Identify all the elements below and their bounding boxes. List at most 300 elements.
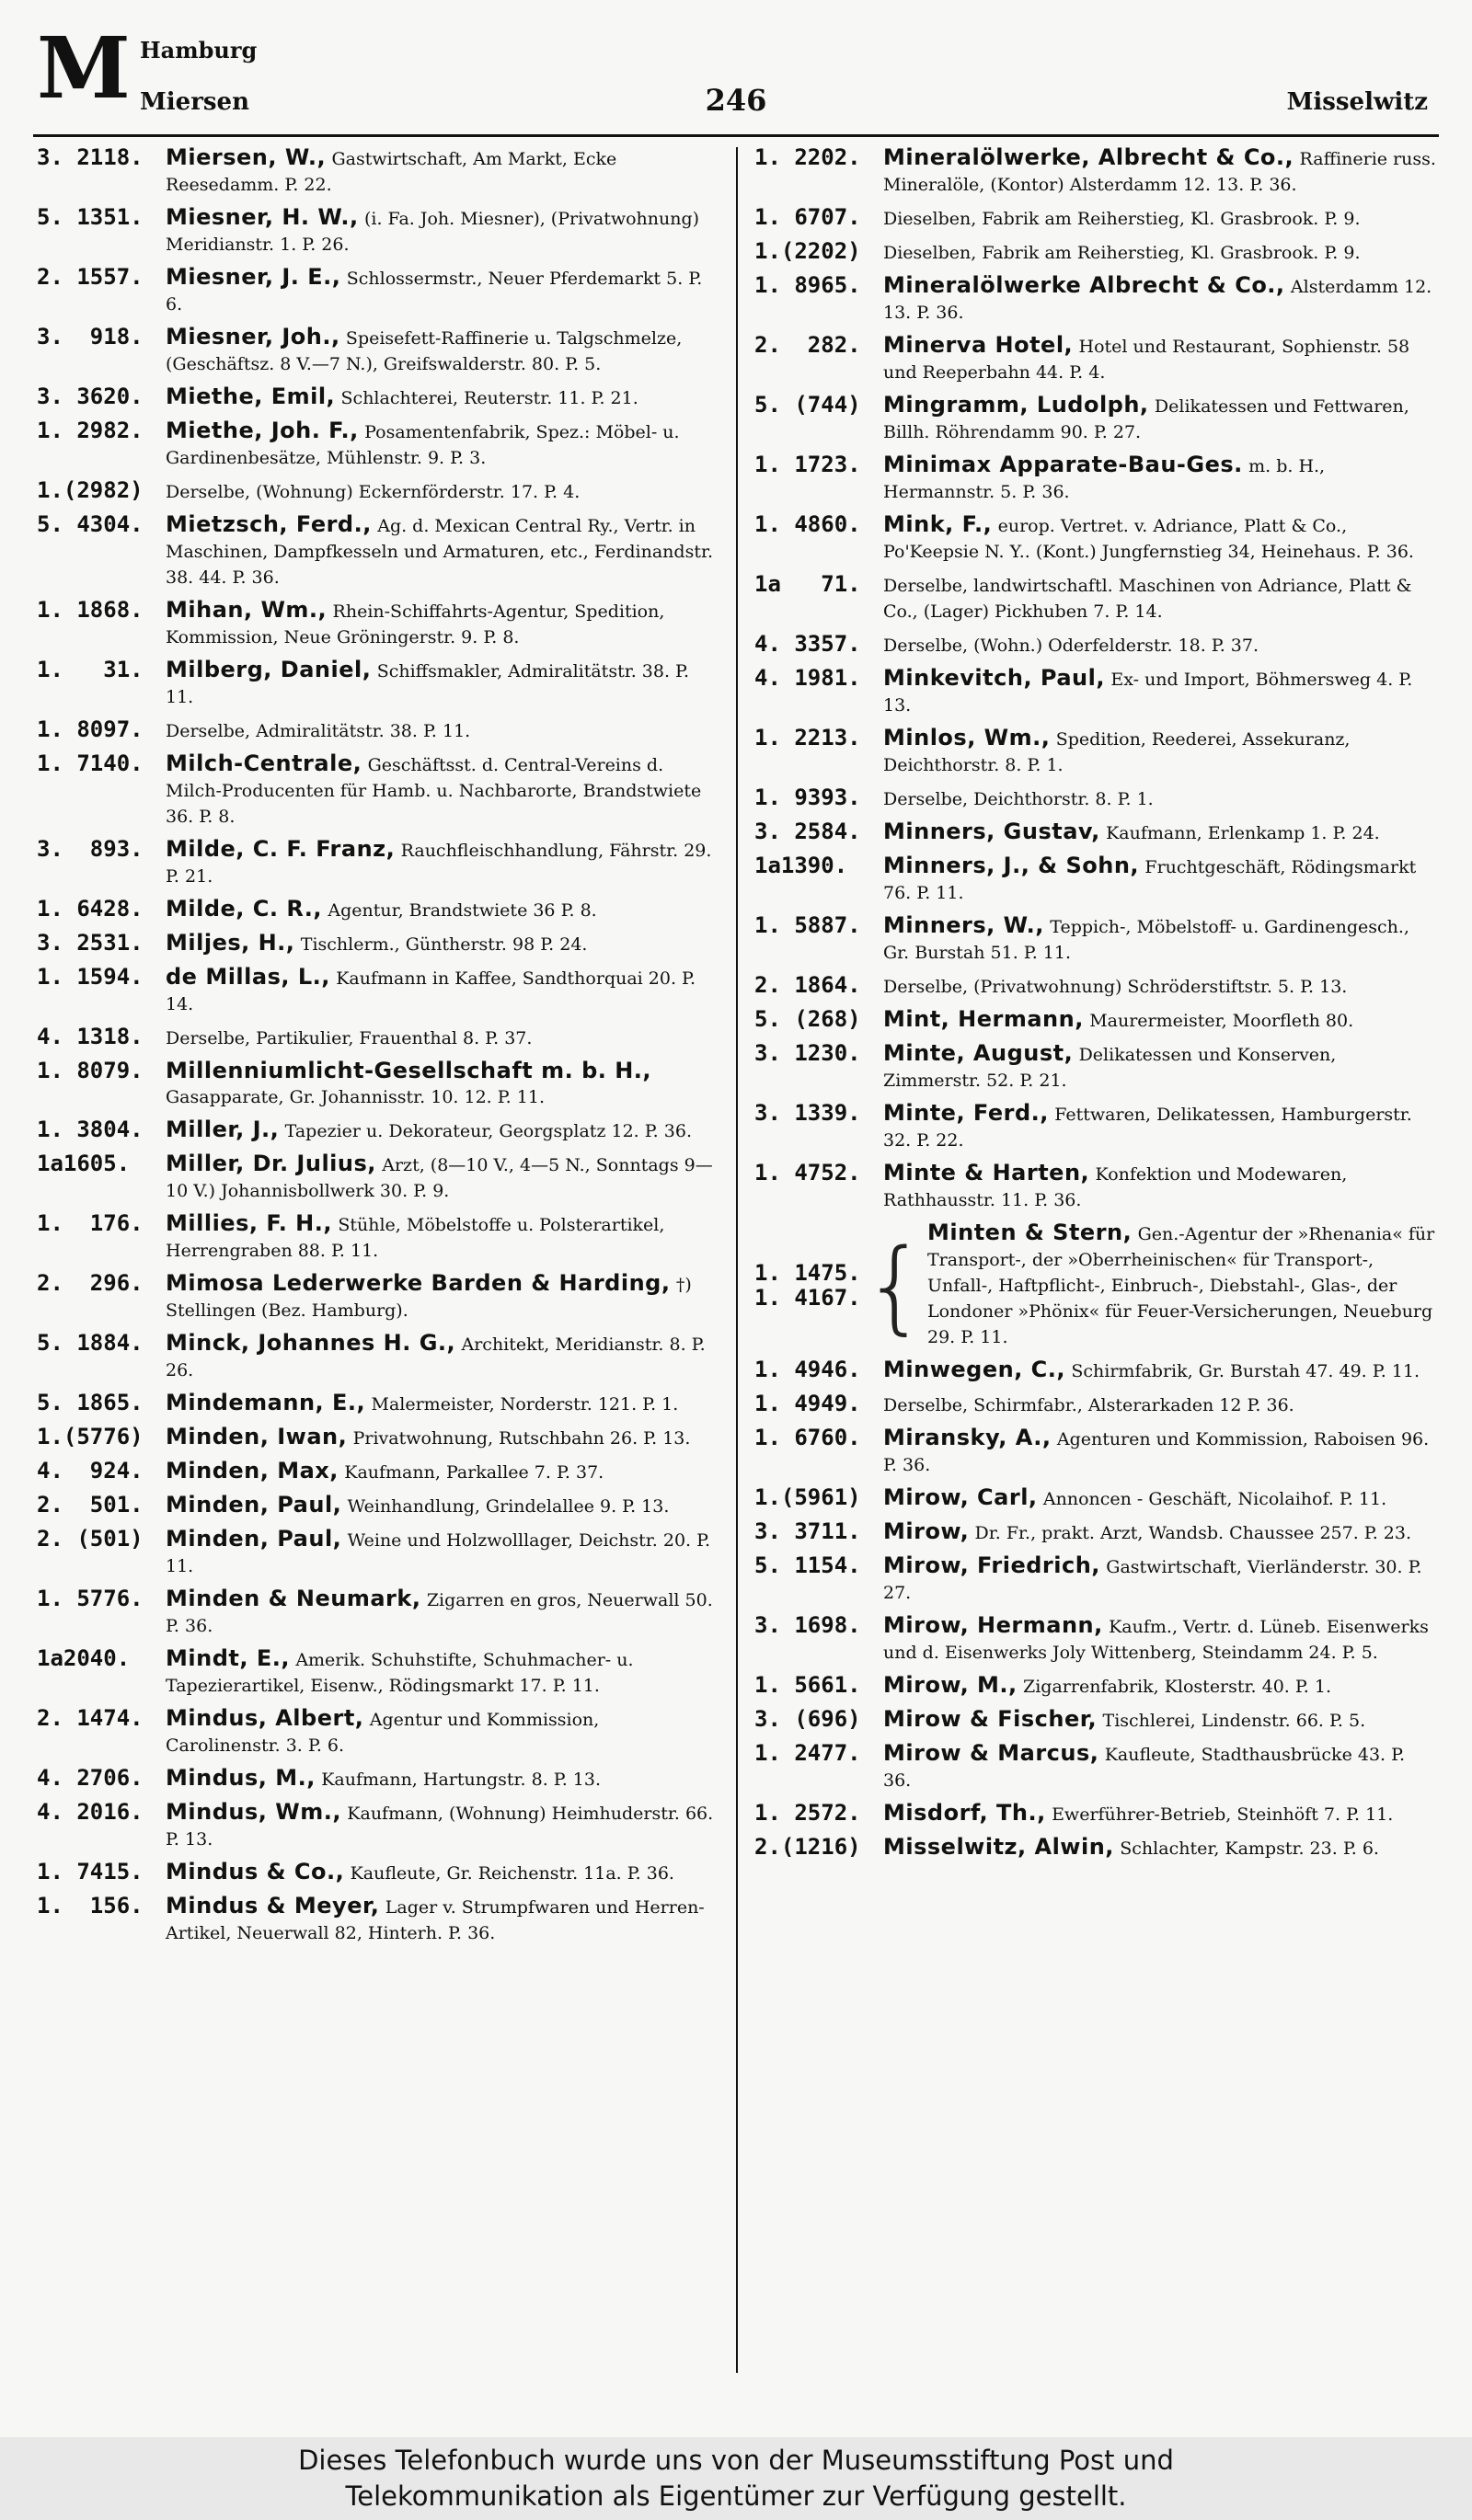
- entry-name: Mirow,: [883, 1518, 970, 1544]
- directory-entry: [754, 726, 1437, 778]
- entry-name: Minwegen, C.,: [883, 1357, 1066, 1382]
- entry-detail: Derselbe, landwirtschaftl. Maschinen von Adriance, Platt & Co., (Lager) Pickhuben 7. P. 14.: [883, 576, 1412, 622]
- entry-detail: Stühle, Möbelstoffe u. Polsterartikel, Herrengraben 88. P. 11.: [166, 1215, 665, 1261]
- entry-code: 1. 4946.: [754, 1357, 861, 1382]
- entry-detail: Rauchfleischhandlung, Fährstr. 29. P. 21.: [166, 841, 712, 887]
- entry-detail: Malermeister, Norderstr. 121. P. 1.: [371, 1394, 679, 1415]
- entry-name: Mirow & Fischer,: [883, 1706, 1098, 1732]
- entry-body: [166, 1425, 718, 1451]
- directory-entry: [37, 1271, 718, 1323]
- entry-detail: Annoncen - Geschäft, Nicolaihof. P. 11.: [1042, 1489, 1387, 1509]
- directory-entry: [754, 1485, 1437, 1512]
- entry-code: 5. 1351.: [37, 204, 144, 230]
- entry-code: 1. 31.: [37, 657, 144, 682]
- entry-code: 3. 1698.: [754, 1612, 861, 1638]
- directory-entry: [37, 1117, 718, 1144]
- entry-code: 1. 8965.: [754, 272, 861, 298]
- directory-entry: [754, 666, 1437, 718]
- directory-entry: [37, 205, 718, 258]
- entry-body: [166, 1025, 718, 1051]
- entry-detail: Architekt, Meridianstr. 8. P. 26.: [166, 1334, 706, 1380]
- entry-name: Minck, Johannes H. G.,: [166, 1330, 456, 1356]
- entry-name: Milberg, Daniel,: [166, 657, 372, 682]
- entry-body: [166, 1391, 718, 1417]
- entry-detail: Spedition, Reederei, Assekuranz, Deichthorstr. 8. P. 1.: [883, 729, 1351, 775]
- entry-code: 5. 1884.: [37, 1330, 144, 1356]
- entry-detail: Tischlerm., Güntherstr. 98 P. 24.: [300, 934, 588, 955]
- entry-code: 1.(5961): [754, 1484, 861, 1510]
- entry-code: 1. 1475.: [754, 1259, 861, 1286]
- directory-entry: [754, 572, 1437, 624]
- entry-detail: Maurermeister, Moorfleth 80.: [1089, 1011, 1354, 1031]
- entry-name: Mindemann, E.,: [166, 1390, 366, 1415]
- directory-entry: [37, 965, 718, 1017]
- entry-code: 1. 4949.: [754, 1391, 861, 1416]
- entry-name: Minden, Max,: [166, 1458, 339, 1483]
- entry-detail: Konfektion und Modewaren, Rathhausstr. 11. P. 36.: [883, 1164, 1348, 1210]
- entry-body: [166, 837, 718, 889]
- entry-name: Mirow, Hermann,: [883, 1612, 1103, 1638]
- entry-name: Mirow, Friedrich,: [883, 1552, 1100, 1578]
- entry-detail: Tischlerei, Lindenstr. 66. P. 5.: [1102, 1711, 1366, 1731]
- entry-name: Mineralölwerke Albrecht & Co.,: [883, 272, 1285, 298]
- entry-name: Minlos, Wm.,: [883, 725, 1051, 750]
- entry-name: Miethe, Emil,: [166, 384, 336, 409]
- entry-body: [166, 1459, 718, 1485]
- entry-name: Minimax Apparate-Bau-Ges.: [883, 452, 1243, 477]
- entry-code: 4. 1318.: [37, 1024, 144, 1049]
- entry-name: Mindt, E.,: [166, 1645, 290, 1671]
- entry-body: [883, 913, 1437, 966]
- grouped-entry: [754, 1220, 1437, 1350]
- entry-body: [166, 418, 718, 471]
- entry-body: [883, 819, 1437, 846]
- brace-icon: {: [863, 1226, 927, 1345]
- directory-entry: [37, 1894, 718, 1946]
- entry-detail: Derselbe, (Wohnung) Eckernförderstr. 17. P. 4.: [166, 482, 581, 502]
- entry-name: Milde, C. F. Franz,: [166, 836, 396, 862]
- directory-entry: [37, 897, 718, 923]
- entry-detail: Kaufmann, Erlenkamp 1. P. 24.: [1106, 823, 1380, 843]
- entry-body: [166, 145, 718, 198]
- entry-body: [883, 1161, 1437, 1213]
- entry-code: 5. 4304.: [37, 511, 144, 537]
- entry-body: [166, 1331, 718, 1383]
- entry-name: Minners, J., & Sohn,: [883, 853, 1140, 878]
- entry-detail: Delikatessen und Konserven, Zimmerstr. 52. P. 21.: [883, 1045, 1337, 1091]
- directory-entry: [37, 478, 718, 505]
- entry-code: 2. 501.: [37, 1492, 144, 1518]
- entry-body: [166, 751, 718, 830]
- entry-code: 1. 5776.: [37, 1586, 144, 1611]
- entry-detail: Kaufm., Vertr. d. Lüneb. Eisenwerks und d. Eisenwerks Joly Wittenberg, Steindamm 24. P. 5.: [883, 1617, 1429, 1663]
- directory-entry: [754, 1161, 1437, 1213]
- footer-line-2: Telekommunikation als Eigentümer zur Verfügung gestellt.: [345, 2480, 1127, 2512]
- entry-body: [883, 239, 1437, 266]
- entry-detail: Derselbe, Deichthorstr. 8. P. 1.: [883, 789, 1154, 809]
- entry-body: [883, 1801, 1437, 1827]
- entry-code: 2. (501): [37, 1526, 144, 1552]
- directory-entry: [754, 853, 1437, 906]
- entry-name: Mineralölwerke, Albrecht & Co.,: [883, 144, 1294, 170]
- section-letter: M: [37, 18, 131, 118]
- directory-entry: [754, 1673, 1437, 1700]
- entry-body: [883, 572, 1437, 624]
- entry-name: Minte & Harten,: [883, 1160, 1090, 1186]
- directory-entry: [37, 265, 718, 317]
- directory-entry: [754, 1007, 1437, 1034]
- entry-name: Milde, C. R.,: [166, 896, 323, 922]
- entry-code: 1. 6707.: [754, 204, 861, 230]
- entry-detail: Kaufleute, Stadthausbrücke 43. P. 36.: [883, 1745, 1406, 1791]
- entry-body: [166, 1646, 718, 1699]
- entry-body: [166, 1766, 718, 1793]
- entry-detail: Schiffsmakler, Admiralitätstr. 38. P. 11.: [166, 661, 690, 707]
- directory-entry: [754, 973, 1437, 1000]
- directory-entry: [37, 512, 718, 590]
- entry-body: [166, 1211, 718, 1264]
- entry-detail: Schlachterei, Reuterstr. 11. P. 21.: [340, 388, 638, 408]
- entry-detail: Schlachter, Kampstr. 23. P. 6.: [1120, 1838, 1379, 1859]
- directory-entry: [37, 418, 718, 471]
- column-divider: [736, 147, 738, 2373]
- entry-body: [883, 145, 1437, 198]
- entry-body: [883, 1007, 1437, 1034]
- entry-name: Miller, J.,: [166, 1117, 280, 1142]
- entry-detail: Kaufmann, (Wohnung) Heimhuderstr. 66. P. 13.: [166, 1804, 714, 1850]
- directory-entry: [37, 1527, 718, 1579]
- directory-entry: [37, 1425, 718, 1451]
- directory-entry: [754, 1801, 1437, 1827]
- entry-code: 1a1605.: [37, 1151, 131, 1176]
- entry-code: 3. 893.: [37, 836, 144, 862]
- directory-entry: [754, 1426, 1437, 1478]
- entry-detail: Fruchtgeschäft, Rödingsmarkt 76. P. 11.: [883, 857, 1417, 903]
- entry-body: [166, 1493, 718, 1519]
- entry-body: [883, 973, 1437, 1000]
- entry-detail: (i. Fa. Joh. Miesner), (Privatwohnung) Meridianstr. 1. P. 26.: [166, 209, 700, 255]
- entry-name: Misselwitz, Alwin,: [883, 1834, 1114, 1860]
- entry-name: Miesner, H. W.,: [166, 204, 359, 230]
- entry-name: Minden, Iwan,: [166, 1424, 348, 1449]
- entry-code: 1. 156.: [37, 1893, 144, 1919]
- entry-detail: Ag. d. Mexican Central Ry., Vertr. in Maschinen, Dampfkesseln und Armaturen, etc., Ferdinandstr. 38. 44. P. 36.: [166, 516, 713, 588]
- directory-entry: [754, 785, 1437, 812]
- directory-entry: [37, 1646, 718, 1699]
- entry-code: 4. 2706.: [37, 1765, 144, 1791]
- entry-code: 1. 5661.: [754, 1672, 861, 1698]
- entry-body: [883, 853, 1437, 906]
- directory-entry: [37, 384, 718, 411]
- entry-code: 1. 4860.: [754, 511, 861, 537]
- entry-body: [883, 1553, 1437, 1606]
- entry-detail: Zigarren en gros, Neuerwall 50. P. 36.: [166, 1590, 713, 1636]
- directory-entry: [754, 913, 1437, 966]
- directory-entry: [37, 1459, 718, 1485]
- directory-entry: [37, 751, 718, 830]
- entry-code: 1. 2572.: [754, 1800, 861, 1826]
- directory-entry: [754, 393, 1437, 445]
- entry-code: 1. 6760.: [754, 1425, 861, 1450]
- entry-body: [883, 1101, 1437, 1153]
- entry-detail: Agentur, Brandstwiete 36 P. 8.: [328, 900, 597, 921]
- entry-name: de Millas, L.,: [166, 964, 330, 990]
- entry-code: 1a2040.: [37, 1645, 131, 1671]
- entry-body: [166, 1059, 718, 1110]
- entry-detail: Rhein-Schiffahrts-Agentur, Spedition, Kommission, Neue Gröningerstr. 9. P. 8.: [166, 601, 665, 647]
- entry-name: Miransky, A.,: [883, 1425, 1052, 1450]
- entry-body: [883, 205, 1437, 232]
- entry-detail: europ. Vertret. v. Adriance, Platt & Co., Po'Keepsie N. Y.. (Kont.) Jungfernstieg 34, Heinehaus. P. 36.: [883, 516, 1414, 562]
- entry-detail: Schirmfabrik, Gr. Burstah 47. 49. P. 11.: [1071, 1361, 1420, 1381]
- entry-body: [883, 632, 1437, 659]
- entry-name: Miesner, J. E.,: [166, 264, 341, 290]
- entry-code: 3. 2118.: [37, 144, 144, 170]
- entry-body: [166, 205, 718, 258]
- entry-code: 3. 3620.: [37, 384, 144, 409]
- entry-body: [166, 1586, 718, 1639]
- entry-code: 3. (696): [754, 1706, 861, 1732]
- entry-body: [166, 1117, 718, 1144]
- entry-name: Mint, Hermann,: [883, 1006, 1084, 1032]
- last-word-heading: Misselwitz: [1286, 88, 1428, 116]
- entry-detail: Ewerführer-Betrieb, Steinhöft 7. P. 11.: [1052, 1804, 1394, 1825]
- entry-name: Minden, Paul,: [166, 1526, 342, 1552]
- entry-body: [166, 384, 718, 411]
- entry-code: 1. 7415.: [37, 1859, 144, 1884]
- entry-detail: Speisefett-Raffinerie u. Talgschmelze, (Geschäftsz. 8 V.—7 N.), Greifswalderstr. 80. P. 5.: [166, 328, 683, 374]
- entry-body: [166, 478, 718, 505]
- entry-code: 3. 2531.: [37, 930, 144, 956]
- city-heading: Hamburg: [140, 37, 258, 63]
- entry-detail: Fettwaren, Delikatessen, Hamburgerstr. 32. P. 22.: [883, 1105, 1412, 1151]
- entry-code: 1. 2202.: [754, 144, 861, 170]
- entry-code: 3. 918.: [37, 324, 144, 349]
- entry-body: [166, 931, 718, 957]
- entry-detail: Dieselben, Fabrik am Reiherstieg, Kl. Grasbrook. P. 9.: [883, 243, 1361, 263]
- entry-code: 1. 1594.: [37, 964, 144, 990]
- entry-body: [166, 512, 718, 590]
- entry-detail: Gastwirtschaft, Am Markt, Ecke Reesedamm. P. 22.: [166, 149, 617, 195]
- entry-body: [883, 1835, 1437, 1861]
- entry-body: [883, 1041, 1437, 1094]
- entry-detail: Weinhandlung, Grindelallee 9. P. 13.: [347, 1496, 670, 1517]
- entry-detail: Kaufleute, Gr. Reichenstr. 11a. P. 36.: [350, 1863, 674, 1884]
- entry-code: 5. (268): [754, 1006, 861, 1032]
- entry-code: 2. 1864.: [754, 972, 861, 998]
- entry-code: 1. 3804.: [37, 1117, 144, 1142]
- entry-name: Minners, W.,: [883, 912, 1044, 938]
- entry-detail: Weine und Holzwolllager, Deichstr. 20. P. 11.: [166, 1530, 711, 1576]
- entry-code: 2. 1557.: [37, 264, 144, 290]
- directory-entry: [754, 333, 1437, 385]
- entry-detail: Alsterdamm 12. 13. P. 36.: [883, 277, 1432, 323]
- entry-code: 1. 1868.: [37, 597, 144, 623]
- directory-entry: [754, 1707, 1437, 1734]
- entry-name: Mirow, M.,: [883, 1672, 1018, 1698]
- entry-code: 1.(2202): [754, 238, 861, 264]
- entry-name: Miersen, W.,: [166, 144, 327, 170]
- directory-entry: [754, 1553, 1437, 1606]
- entry-code: 1. 4167.: [754, 1284, 861, 1311]
- entry-body: [166, 1527, 718, 1579]
- directory-entry: [754, 145, 1437, 198]
- entry-body: [883, 1741, 1437, 1793]
- entry-body: [166, 1271, 718, 1323]
- entry-detail: Geschäftsst. d. Central-Vereins d. Milch-Producenten für Hamb. u. Nachbarorte, Brandstwiete 36. P. 8.: [166, 755, 702, 827]
- right-column: [754, 145, 1437, 1869]
- directory-entry: [754, 1613, 1437, 1666]
- directory-entry: [754, 632, 1437, 659]
- entry-detail: †) Stellingen (Bez. Hamburg).: [166, 1275, 692, 1321]
- entry-name: Milch-Centrale,: [166, 750, 362, 776]
- entry-detail: Derselbe, (Wohn.) Oderfelderstr. 18. P. 37.: [883, 636, 1259, 656]
- entry-body: [166, 1706, 718, 1758]
- entry-body: [883, 726, 1437, 778]
- entry-detail: Derselbe, Admiralitätstr. 38. P. 11.: [166, 721, 471, 741]
- directory-entry: [37, 1331, 718, 1383]
- entry-code: 1a 71.: [754, 571, 861, 597]
- entry-name: Mihan, Wm.,: [166, 597, 328, 623]
- entry-body: [166, 965, 718, 1017]
- entry-body: [166, 1800, 718, 1852]
- directory-entry: [754, 1041, 1437, 1094]
- entry-code: 2. 282.: [754, 332, 861, 358]
- entry-body: [883, 512, 1437, 565]
- entry-name: Mirow & Marcus,: [883, 1740, 1099, 1766]
- entry-body: [883, 333, 1437, 385]
- directory-entry: [37, 1493, 718, 1519]
- directory-entry: [754, 1357, 1437, 1384]
- directory-entry: [754, 1392, 1437, 1418]
- entry-body: [883, 273, 1437, 326]
- entry-name: Misdorf, Th.,: [883, 1800, 1046, 1826]
- entry-body: [883, 1357, 1437, 1384]
- entry-name: Mimosa Lederwerke Barden & Harding,: [166, 1270, 671, 1296]
- entry-code: 2. 1474.: [37, 1705, 144, 1731]
- directory-entry: [754, 239, 1437, 266]
- entry-name: Mindus, M.,: [166, 1765, 316, 1791]
- entry-detail: Dieselben, Fabrik am Reiherstieg, Kl. Grasbrook. P. 9.: [883, 209, 1361, 229]
- entry-body: [166, 1151, 718, 1204]
- entry-name: Minkevitch, Paul,: [883, 665, 1105, 691]
- entry-detail: Privatwohnung, Rutschbahn 26. P. 13.: [352, 1428, 691, 1449]
- entry-body: [883, 452, 1437, 505]
- directory-entry: [37, 145, 718, 198]
- entry-code: 1. 9393.: [754, 785, 861, 810]
- entry-body: [166, 1894, 718, 1946]
- entry-code: 1. 2213.: [754, 725, 861, 750]
- directory-entry: [37, 658, 718, 710]
- directory-entry: [37, 837, 718, 889]
- directory-entry: [754, 452, 1437, 505]
- entry-code: 3. 1339.: [754, 1100, 861, 1126]
- header-rule: [33, 134, 1439, 137]
- entry-detail: Gastwirtschaft, Vierländerstr. 30. P. 27.: [883, 1557, 1422, 1603]
- entry-name: Minden, Paul,: [166, 1492, 342, 1518]
- directory-entry: [37, 931, 718, 957]
- entry-code: 4. 3357.: [754, 631, 861, 657]
- entry-name: Mindus, Albert,: [166, 1705, 364, 1731]
- entry-code: 1. 2477.: [754, 1740, 861, 1766]
- directory-entry: [37, 1025, 718, 1051]
- entry-code: 1a1390.: [754, 853, 848, 878]
- directory-entry: [37, 1860, 718, 1886]
- entry-name: Mindus & Meyer,: [166, 1893, 380, 1919]
- entry-code: 4. 2016.: [37, 1799, 144, 1825]
- directory-entry: [37, 598, 718, 650]
- entry-code: 1.(5776): [37, 1424, 144, 1449]
- entry-detail: Teppich-, Möbelstoff- u. Gardinengesch., Gr. Burstah 51. P. 11.: [883, 917, 1409, 963]
- entry-detail: Lager v. Strumpfwaren und Herren-Artikel, Neuerwall 82, Hinterh. P. 36.: [166, 1897, 705, 1943]
- entry-body: [166, 265, 718, 317]
- directory-entry: [37, 1706, 718, 1758]
- entry-body: [166, 658, 718, 710]
- entry-name: Mingramm, Ludolph,: [883, 392, 1149, 418]
- directory-entry: [37, 1800, 718, 1852]
- entry-code: 3. 2584.: [754, 819, 861, 844]
- entry-name: Millies, F. H.,: [166, 1210, 332, 1236]
- entry-detail: Zigarrenfabrik, Klosterstr. 40. P. 1.: [1023, 1677, 1331, 1697]
- directory-entry: [37, 717, 718, 744]
- entry-body: [883, 666, 1437, 718]
- entry-body: [883, 393, 1437, 445]
- entry-code: 1. 5887.: [754, 912, 861, 938]
- entry-code: 2.(1216): [754, 1834, 861, 1860]
- entry-detail: Agenturen und Kommission, Raboisen 96. P. 36.: [883, 1429, 1430, 1475]
- entry-detail: Derselbe, Partikulier, Frauenthal 8. P. 37.: [166, 1028, 533, 1048]
- entry-code: 1. 6428.: [37, 896, 144, 922]
- entry-name: Minten & Stern,: [927, 1220, 1133, 1245]
- entry-body: [883, 1426, 1437, 1478]
- footer-line-1: Dieses Telefonbuch wurde uns von der Museumsstiftung Post und: [298, 2445, 1174, 2476]
- entry-code: 1. 4752.: [754, 1160, 861, 1186]
- entry-body: [883, 1707, 1437, 1734]
- entry-detail: Gasapparate, Gr. Johannisstr. 10. 12. P. 11.: [166, 1087, 545, 1107]
- footer-notice: [0, 2437, 1472, 2520]
- entry-detail: Arzt, (8—10 V., 4—5 N., Sonntags 9—10 V.) Johannisbollwerk 30. P. 9.: [166, 1155, 713, 1201]
- entry-name: Miljes, H.,: [166, 930, 295, 956]
- entry-code: 1. 8079.: [37, 1058, 144, 1083]
- directory-entry: [754, 512, 1437, 565]
- directory-entry: [37, 1211, 718, 1264]
- directory-entry: [37, 1059, 718, 1110]
- entry-code: 1. 176.: [37, 1210, 144, 1236]
- entry-detail: Agentur und Kommission, Carolinenstr. 3. P. 6.: [166, 1710, 600, 1756]
- directory-entry: [754, 819, 1437, 846]
- entry-name: Minners, Gustav,: [883, 819, 1100, 844]
- directory-entry: [37, 1151, 718, 1204]
- entry-body: [166, 325, 718, 377]
- entry-detail: Schlossermstr., Neuer Pferdemarkt 5. P. 6.: [166, 269, 703, 315]
- entry-code: 1. 8097.: [37, 716, 144, 742]
- entry-body: [166, 897, 718, 923]
- left-column: [37, 145, 718, 1953]
- entry-name: Millenniumlicht-Gesellschaft m. b. H.,: [166, 1058, 652, 1083]
- entry-detail: m. b. H., Hermannstr. 5. P. 36.: [883, 456, 1326, 502]
- entry-detail: Kaufmann, Hartungstr. 8. P. 13.: [321, 1770, 601, 1790]
- first-word-heading: Miersen: [140, 88, 249, 116]
- group-codes: [754, 1261, 863, 1311]
- entry-name: Mirow, Carl,: [883, 1484, 1038, 1510]
- entry-body: [166, 717, 718, 744]
- entry-body: [883, 785, 1437, 812]
- entry-body: [166, 598, 718, 650]
- entry-name: Minte, Ferd.,: [883, 1100, 1049, 1126]
- entry-detail: Tapezier u. Dekorateur, Georgsplatz 12. P. 36.: [284, 1121, 692, 1141]
- entry-detail: Ex- und Import, Böhmersweg 4. P. 13.: [883, 670, 1413, 716]
- entry-detail: Derselbe, Schirmfabr., Alsterarkaden 12 P. 36.: [883, 1395, 1294, 1415]
